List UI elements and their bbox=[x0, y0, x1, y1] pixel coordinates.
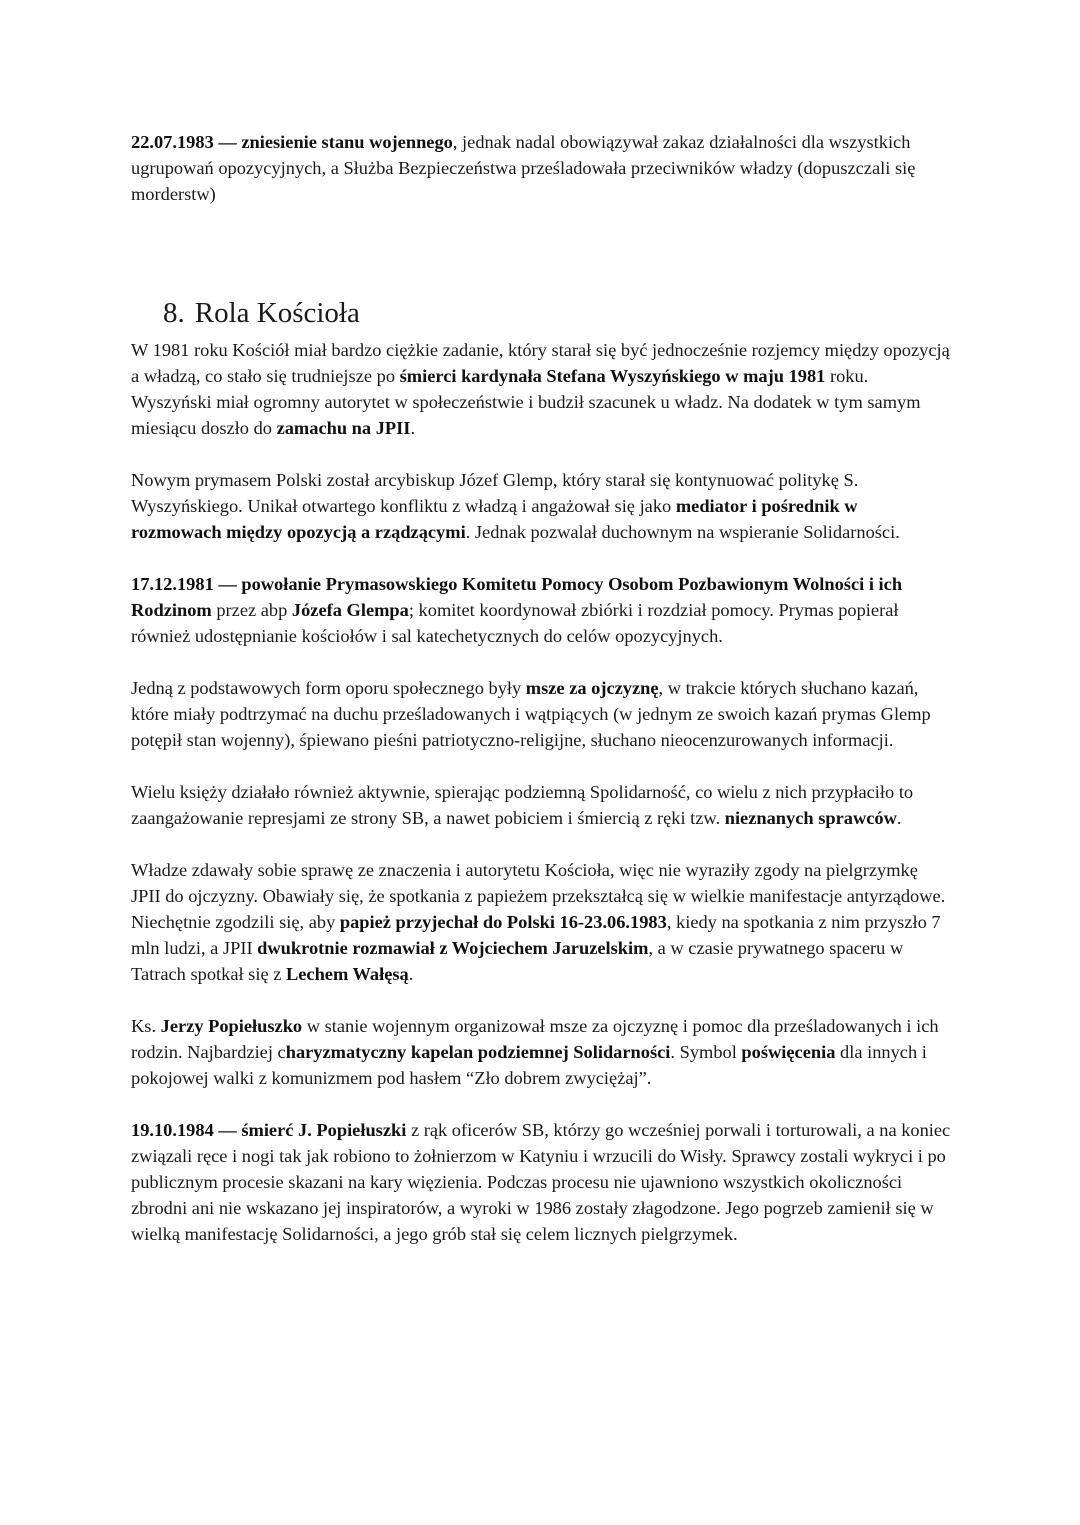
text-run: z rąk oficerów SB, którzy go wcześniej porwali i torturowali, a na koniec związali ręce i nogi tak jak robiono to żołnierzom w Katyniu i wrzucili do Wisły. Sprawcy zostali wykryci i po publicznym procesie skazani na kary więzienia. Podczas procesu nie ujawniono wszystkich okoliczności zbrodni ani nie wskazano jej inspiratorów, a wyroki w 1986 zostały złagodzone. Jego pogrzeb zamienił się w wielką manifestację Solidarności, a jego grób stał się celem licznych pielgrzymek. bbox=[131, 1120, 951, 1244]
intro-dash: — bbox=[213, 132, 242, 152]
text-run: Ks. bbox=[131, 1016, 161, 1036]
text-run: ; komitet koordynował zbiórki i rozdział pomocy. Prymas popierał również udostępnianie kościołów i sal katechetycznych do celów opozycyjnych. bbox=[131, 600, 899, 646]
bold-run: Jerzy Popiełuszko bbox=[160, 1016, 303, 1036]
text-run: . bbox=[896, 808, 902, 828]
bold-run: mediator i pośrednik w rozmowach między opozycją a rządzącymi bbox=[131, 496, 858, 542]
bold-run: dwukrotnie rozmawiał z Wojciechem Jaruzelskim bbox=[257, 938, 649, 958]
text-run: Jedną z podstawowych form oporu społecznego były bbox=[131, 678, 526, 698]
text-run: . Jednak pozwalał duchownym na wspieranie Solidarności. bbox=[465, 522, 900, 542]
section-number: 8. bbox=[163, 297, 185, 329]
paragraph-8 bbox=[131, 1117, 951, 1247]
bold-run: papież przyjechał do Polski 16-23.06.1983 bbox=[339, 912, 667, 932]
text-run: , a w czasie prywatnego spaceru w Tatrach spotkał się z bbox=[131, 938, 904, 984]
intro-date: 22.07.1983 bbox=[131, 132, 214, 152]
text-run: przez abp bbox=[211, 600, 292, 620]
paragraph-6 bbox=[131, 857, 951, 987]
text-run: w stanie wojennym organizował msze za ojczyznę i pomoc dla prześladowanych i ich rodzin. Najbardziej c bbox=[131, 1016, 939, 1062]
text-run: , kiedy na spotkania z nim przyszło 7 mln ludzi, a JPII bbox=[131, 912, 941, 958]
text-run: W 1981 roku Kościół miał bardzo ciężkie zadanie, który starał się być jednocześnie rozjemcy między opozycją a władzą, co stało się trudniejsze po bbox=[131, 340, 950, 386]
bold-run: Józefa Glempa bbox=[291, 600, 409, 620]
text-run: dla innych i pokojowej walki z komunizmem pod hasłem “Zło dobrem zwyciężaj”. bbox=[131, 1042, 927, 1088]
paragraph-5 bbox=[131, 779, 951, 831]
intro-text: , jednak nadal obowiązywał zakaz działalności dla wszystkich ugrupowań opozycyjnych, a Służba Bezpieczeństwa prześladowała przeciwników władzy (dopuszczali się morderstw) bbox=[131, 132, 916, 204]
text-run: . bbox=[408, 964, 414, 984]
text-run: Władze zdawały sobie sprawę ze znaczenia i autorytetu Kościoła, więc nie wyraziły zgody na pielgrzymkę JPII do ojczyzny. Obawiały się, że spotkania z papieżem przekształcą się w wielkie manifestacje antyrządowe. Niechętnie zgodzili się, aby bbox=[131, 860, 946, 932]
paragraph-2 bbox=[131, 467, 951, 545]
bold-run: poświęcenia bbox=[741, 1042, 836, 1062]
paragraph-7 bbox=[131, 1013, 951, 1091]
bold-run: 19.10.1984 — śmierć J. Popiełuszki bbox=[131, 1120, 407, 1140]
text-run: . Symbol bbox=[670, 1042, 742, 1062]
spacer bbox=[131, 207, 951, 295]
bold-run: msze za ojczyznę bbox=[525, 678, 659, 698]
bold-run: Lechem Wałęsą bbox=[285, 964, 409, 984]
bold-run: haryzmatyczny kapelan podziemnej Solidarności bbox=[285, 1042, 671, 1062]
text-run: roku. Wyszyński miał ogromny autorytet w społeczeństwie i budził szacunek u władz. Na dodatek w tym samym miesiącu doszło do bbox=[131, 366, 921, 438]
bold-run: śmierci kardynała Stefana Wyszyńskiego w maju 1981 bbox=[399, 366, 826, 386]
text-run: Wielu księży działało również aktywnie, spierając podziemną Spolidarność, co wielu z nich przypłaciło to zaangażowanie represjami ze strony SB, a nawet pobiciem i śmiercią z ręki tzw. bbox=[131, 782, 914, 828]
document-page bbox=[131, 129, 951, 1247]
intro-paragraph bbox=[131, 129, 951, 207]
bold-run: 17.12.1981 — powołanie Prymasowskiego Komitetu Pomocy Osobom Pozbawionym Wolności i ich Rodzinom bbox=[131, 574, 903, 620]
bold-run: zamachu na JPII bbox=[276, 418, 411, 438]
section-heading bbox=[131, 295, 951, 331]
section-title: Rola Kościoła bbox=[194, 297, 360, 329]
paragraph-4 bbox=[131, 675, 951, 753]
paragraph-3 bbox=[131, 571, 951, 649]
text-run: , w trakcie których słuchano kazań, które miały podtrzymać na duchu prześladowanych i wątpiących (w jednym ze swoich kazań prymas Glemp potępił stan wojenny), śpiewano pieśni patriotyczno-religijne, słuchano nieocenzurowanych informacji. bbox=[131, 678, 931, 750]
text-run: Nowym prymasem Polski został arcybiskup Józef Glemp, który starał się kontynuować politykę S. Wyszyńskiego. Unikał otwartego konfliktu z władzą i angażował się jako bbox=[131, 470, 859, 516]
bold-run: nieznanych sprawców bbox=[724, 808, 897, 828]
paragraph-1 bbox=[131, 337, 951, 441]
intro-event: zniesienie stanu wojennego bbox=[241, 132, 453, 152]
text-run: . bbox=[410, 418, 416, 438]
